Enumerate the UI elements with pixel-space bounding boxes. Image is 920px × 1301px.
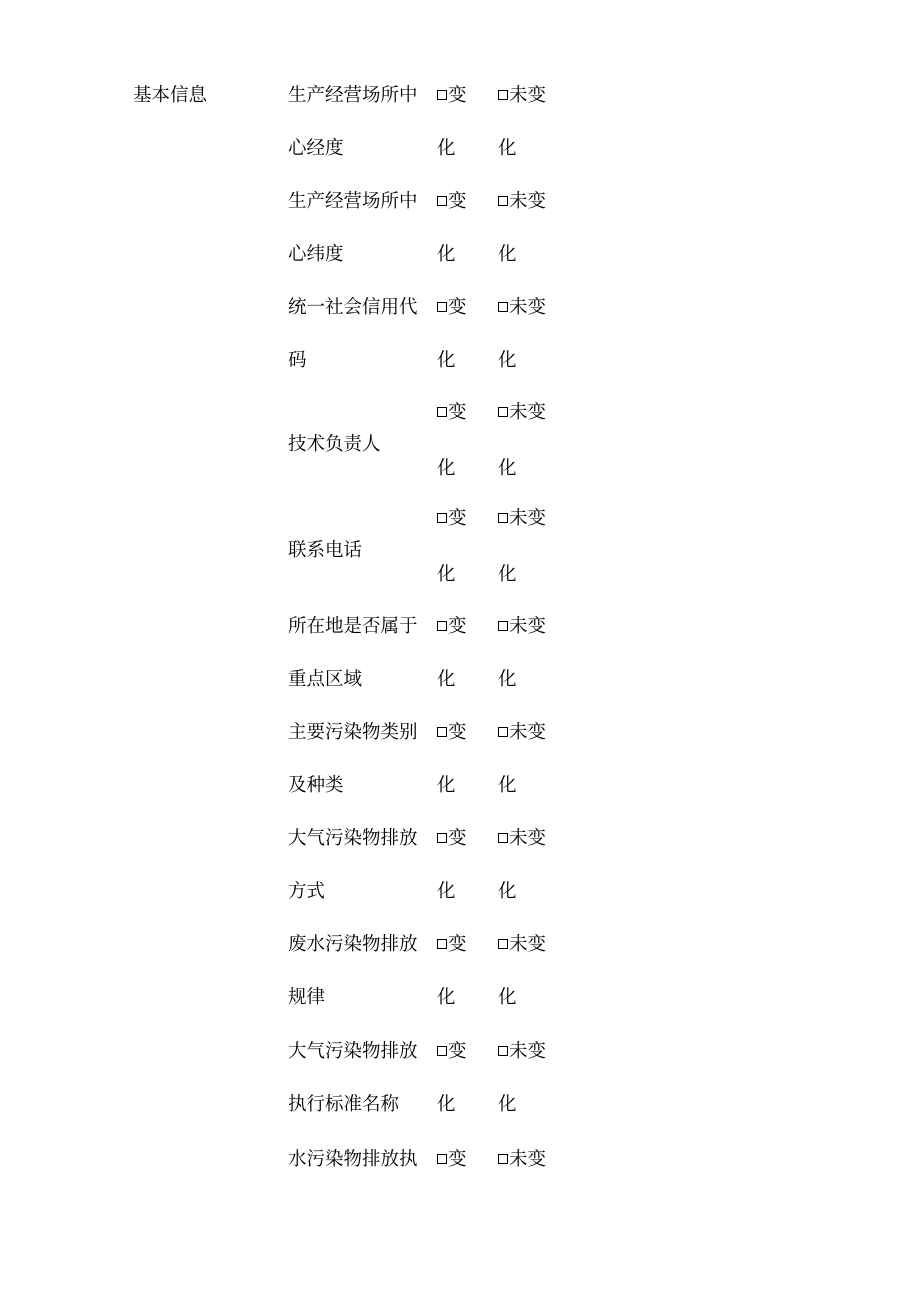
option-unchanged[interactable]: [498, 618, 546, 637]
option-changed-label-cont: 化: [437, 244, 456, 265]
checkbox-icon[interactable]: [498, 302, 508, 312]
option-changed-label: 变: [448, 85, 467, 106]
option-changed-label-cont: 化: [437, 669, 456, 690]
field-label: 规律: [288, 987, 326, 1008]
option-changed[interactable]: [437, 618, 467, 637]
option-changed-label: 变: [448, 828, 467, 849]
checkbox-icon[interactable]: [498, 833, 508, 843]
checkbox-icon[interactable]: [437, 1154, 447, 1164]
field-label: 技术负责人: [288, 434, 381, 455]
option-unchanged[interactable]: [498, 193, 546, 212]
checkbox-icon[interactable]: [437, 302, 447, 312]
field-label: 统一社会信用代: [288, 297, 418, 318]
checkbox-icon[interactable]: [437, 1046, 447, 1056]
option-changed-label-cont: 化: [437, 458, 456, 479]
option-changed-label: 变: [448, 191, 467, 212]
option-unchanged-label-cont: 化: [498, 458, 517, 479]
option-unchanged-label-cont: 化: [498, 881, 517, 902]
option-changed-label: 变: [448, 508, 467, 529]
checkbox-icon[interactable]: [498, 939, 508, 949]
option-changed[interactable]: [437, 1043, 467, 1062]
checkbox-icon[interactable]: [498, 196, 508, 206]
section-title: 基本信息: [133, 85, 208, 106]
checkbox-icon[interactable]: [437, 621, 447, 631]
option-unchanged[interactable]: [498, 1043, 546, 1062]
option-unchanged[interactable]: [498, 299, 546, 318]
option-unchanged-label: 未变: [509, 85, 547, 106]
option-unchanged-label: 未变: [509, 508, 547, 529]
checkbox-icon[interactable]: [498, 1046, 508, 1056]
option-changed-label-cont: 化: [437, 138, 456, 159]
option-unchanged-label-cont: 化: [498, 669, 517, 690]
option-changed-label: 变: [448, 722, 467, 743]
option-changed-label-cont: 化: [437, 987, 456, 1008]
option-unchanged-label: 未变: [509, 828, 547, 849]
option-unchanged-label: 未变: [509, 616, 547, 637]
option-changed[interactable]: [437, 936, 467, 955]
option-unchanged[interactable]: [498, 510, 546, 529]
field-label: 水污染物排放执: [288, 1149, 418, 1170]
checkbox-icon[interactable]: [437, 939, 447, 949]
checkbox-icon[interactable]: [437, 407, 447, 417]
option-changed[interactable]: [437, 299, 467, 318]
checkbox-icon[interactable]: [498, 407, 508, 417]
option-unchanged-label: 未变: [509, 1041, 547, 1062]
option-unchanged[interactable]: [498, 1151, 546, 1170]
option-changed-label: 变: [448, 1041, 467, 1062]
field-label: 生产经营场所中: [288, 191, 418, 212]
option-unchanged[interactable]: [498, 724, 546, 743]
option-changed-label-cont: 化: [437, 775, 456, 796]
option-unchanged[interactable]: [498, 404, 546, 423]
option-unchanged-label-cont: 化: [498, 564, 517, 585]
option-unchanged[interactable]: [498, 936, 546, 955]
field-label: 方式: [288, 881, 326, 902]
checkbox-icon[interactable]: [498, 90, 508, 100]
field-label: 心经度: [288, 138, 344, 159]
option-changed-label: 变: [448, 934, 467, 955]
option-changed-label-cont: 化: [437, 1094, 456, 1115]
option-changed[interactable]: [437, 193, 467, 212]
option-unchanged-label: 未变: [509, 934, 547, 955]
field-label: 大气污染物排放: [288, 828, 418, 849]
checkbox-icon[interactable]: [498, 513, 508, 523]
option-unchanged-label: 未变: [509, 297, 547, 318]
option-unchanged[interactable]: [498, 87, 546, 106]
field-label: 重点区域: [288, 669, 363, 690]
option-changed-label: 变: [448, 616, 467, 637]
option-unchanged-label: 未变: [509, 722, 547, 743]
option-changed-label: 变: [448, 297, 467, 318]
field-label: 心纬度: [288, 244, 344, 265]
option-unchanged-label-cont: 化: [498, 1094, 517, 1115]
option-unchanged-label: 未变: [509, 1149, 547, 1170]
option-unchanged-label-cont: 化: [498, 987, 517, 1008]
field-label: 生产经营场所中: [288, 85, 418, 106]
checkbox-icon[interactable]: [498, 727, 508, 737]
option-changed[interactable]: [437, 724, 467, 743]
option-changed[interactable]: [437, 830, 467, 849]
checkbox-icon[interactable]: [437, 727, 447, 737]
checkbox-icon[interactable]: [437, 90, 447, 100]
field-label: 主要污染物类别: [288, 722, 418, 743]
field-label: 及种类: [288, 775, 344, 796]
field-label: 执行标准名称: [288, 1094, 400, 1115]
option-unchanged-label-cont: 化: [498, 244, 517, 265]
option-changed-label-cont: 化: [437, 350, 456, 371]
field-label: 废水污染物排放: [288, 934, 418, 955]
option-changed-label: 变: [448, 402, 467, 423]
checkbox-icon[interactable]: [498, 1154, 508, 1164]
option-changed-label-cont: 化: [437, 564, 456, 585]
option-changed[interactable]: [437, 404, 467, 423]
checkbox-icon[interactable]: [437, 196, 447, 206]
option-unchanged-label: 未变: [509, 402, 547, 423]
field-label: 码: [288, 350, 307, 371]
option-unchanged[interactable]: [498, 830, 546, 849]
checkbox-icon[interactable]: [437, 833, 447, 843]
field-label: 所在地是否属于: [288, 616, 418, 637]
checkbox-icon[interactable]: [498, 621, 508, 631]
checkbox-icon[interactable]: [437, 513, 447, 523]
option-changed[interactable]: [437, 1151, 467, 1170]
option-unchanged-label-cont: 化: [498, 350, 517, 371]
field-label: 大气污染物排放: [288, 1041, 418, 1062]
option-unchanged-label-cont: 化: [498, 775, 517, 796]
option-unchanged-label-cont: 化: [498, 138, 517, 159]
option-changed-label: 变: [448, 1149, 467, 1170]
field-label: 联系电话: [288, 540, 363, 561]
option-changed-label-cont: 化: [437, 881, 456, 902]
option-unchanged-label: 未变: [509, 191, 547, 212]
option-changed[interactable]: [437, 510, 467, 529]
option-changed[interactable]: [437, 87, 467, 106]
